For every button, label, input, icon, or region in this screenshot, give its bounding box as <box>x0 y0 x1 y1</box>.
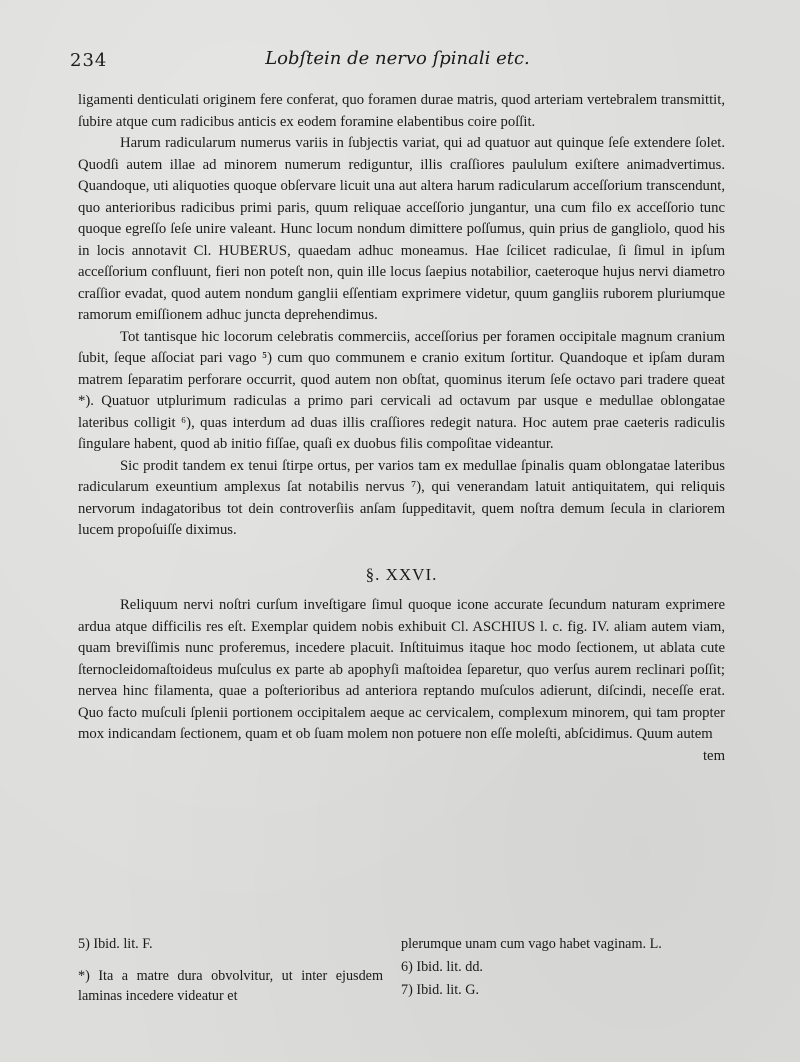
main-text <box>78 90 725 767</box>
footnote: *) Ita a matre dura obvolvitur, ut inter ejusdem laminas incedere videatur et <box>78 968 383 1004</box>
paragraph: ligamenti denticulati originem fere conferat, quo foramen durae matris, quod arteriam vertebralem transmittit, ſubire atque cum radicibus anticis ex eodem foramine elabentibus coire poſſit. <box>78 92 725 130</box>
footnote: 6) Ibid. lit. dd. <box>401 959 483 975</box>
section-heading: §. XXVI. <box>365 564 438 584</box>
footnote: plerumque unam cum vago habet vaginam. L. <box>401 936 662 952</box>
footnote: 5) Ibid. lit. F. <box>78 936 153 952</box>
catchword: tem <box>702 747 725 764</box>
footnotes-right-column <box>401 934 726 1003</box>
paragraph: Harum radicularum numerus variis in ſubjectis variat, qui ad quatuor aut quinque ſeſe extendere ſolet. Quodſi autem illae ad minorem numerum rediguntur, illis craſſiores paululum exiſtere animadvertimus. Quandoque, uti aliquoties quoque obſervare licuit una aut altera harum radicularum acceſſorium transcendunt, quo anterioribus radicibus primi paris, quum reliquae acceſſorio jungantur, una cum filo ex acceſſorio tunc quoque egreſſo ſeſe unire valeant. Hunc locum nondum dimittere poſſumus, quin prius de gangliolo, quod his in locis annotavit Cl. HUBERUS, quaedam adhuc moneamus. Hae ſcilicet radiculae, ſi ſimul in ipſum acceſſorium confluunt, fieri non poteſt non, quin ille locus ſaepius notabilior, caeteroque hujus nervi diametro craſſior evadat, quod autem nondum ganglii eſſentiam exprimere videtur, quum gangliis ruborem pluriumque ramorum emiſſionem adhuc juncta deprehendimus. <box>78 135 725 323</box>
paragraph: Tot tantisque hic locorum celebratis commerciis, acceſſorius per foramen occipitale magnum cranium ſubit, ſeque aſſociat pari vago ⁵) cum quo communem e cranio exitum ſortitur. Quandoque et ipſam duram matrem ſeparatim perforare occurrit, quod autem non obſtat, quominus iterum ſeſe octavo pari tradere queat *). Quatuor utplurimum radiculas a primo pari cervicali ad octavum par usque e medullae oblongatae lateribus colligit ⁶), quas interdum ad duas illis craſſiores redegit natura. Hoc autem prae caeteris radiculis ſingulare habent, quod ab initio fiſſae, quaſi ex duobus filis compoſitae videantur. <box>78 328 725 452</box>
page-number: 234 <box>70 50 108 71</box>
footnote: 7) Ibid. lit. G. <box>401 982 480 998</box>
paragraph: Sic prodit tandem ex tenui ſtirpe ortus, per varios tam ex medullae ſpinalis quam oblongatae lateribus radicularum exeuntium amplexus ſat notabilis nervus ⁷), qui venerandam latuit antiquitatem, qui reliquis nervorum indagatoribus tot dein controverſiis anſam ſuppeditavit, quem noſtra demum ſecula in clariorem lucem propoſuiſſe diximus. <box>78 457 725 538</box>
paragraph: Reliquum nervi noſtri curſum inveſtigare ſimul quoque icone accurate ſecundum naturam exprimere ardua atque difficilis res eſt. Exemplar quidem nobis exhibuit Cl. ASCHIUS l. c. fig. IV. aliam autem viam, quam breviſſimis nunc proferemus, incedere placuit. Inſtituimus itaque hoc modo ſectionem, ut ablata cute ſternocleidomaſtoideus muſculus ex parte ab apophyſi maſtoidea ſeparetur, quo verſus aurem reclinari poſſit; nervea hinc filamenta, quae a poſterioribus ad anteriora reptando muſculos adierunt, diſcindi, neceſſe erat. Quo facto muſculi ſplenii portionem occipitalem aeque ac cervicalem, complexum minorem, qui tam propter mox indicandam ſectionem, quam et ob ſuam molem non potuere non eſſe moleſti, abſcidimus. Quum autem <box>78 597 725 742</box>
footnotes-left-column <box>78 934 383 1009</box>
page-header <box>70 44 725 74</box>
running-title: Lobſtein de nervo ſpinali etc. <box>265 48 530 69</box>
